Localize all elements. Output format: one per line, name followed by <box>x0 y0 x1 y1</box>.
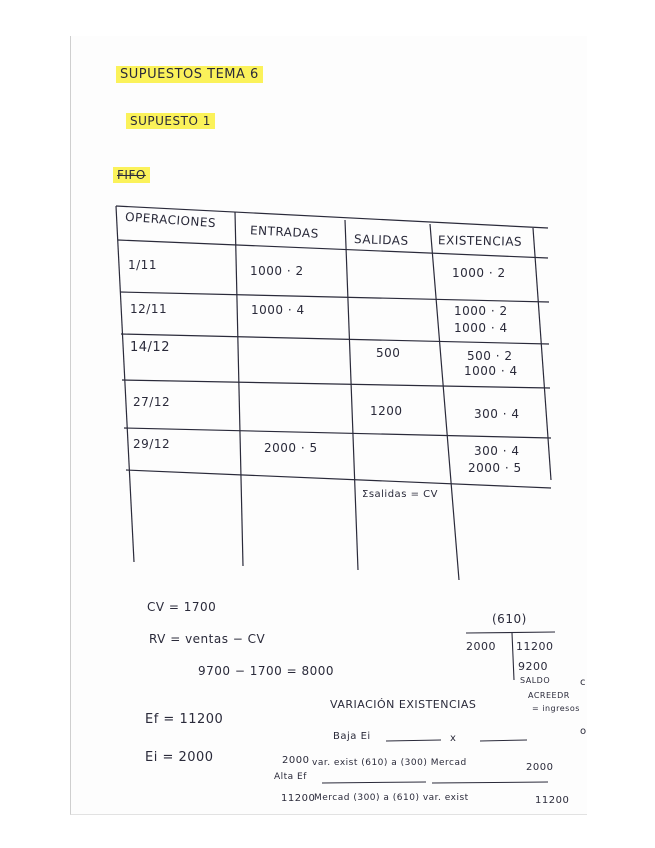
entry2-right: 11200 <box>535 795 570 806</box>
row2-entradas: 1000 · 4 <box>251 303 305 317</box>
row1-op: 1/11 <box>128 258 157 272</box>
subtitle-heading: SUPUESTO 1 <box>126 113 215 129</box>
row5-entradas: 2000 · 5 <box>264 441 318 455</box>
cv-calc: CV = 1700 <box>147 600 217 614</box>
row5-existencias-b: 2000 · 5 <box>468 461 522 475</box>
row3-op: 14/12 <box>130 340 170 355</box>
method-heading: FIFO <box>113 167 150 183</box>
row4-existencias: 300 · 4 <box>474 407 520 421</box>
row3-existencias-b: 1000 · 4 <box>464 364 518 378</box>
row5-op: 29/12 <box>133 437 171 451</box>
title-heading: SUPUESTOS TEMA 6 <box>116 66 263 83</box>
salidas-sum-note: Σsalidas = CV <box>362 489 438 500</box>
acreedor-note: ACREEDR <box>528 691 570 700</box>
row4-op: 27/12 <box>133 395 171 409</box>
baja-label: Baja Ei <box>333 731 371 742</box>
rv-formula: RV = ventas − CV <box>149 632 266 646</box>
margin-mark-2: o <box>580 726 587 737</box>
entry2-text: Mercad (300) a (610) var. exist <box>314 793 469 803</box>
row5-existencias-a: 300 · 4 <box>474 444 520 458</box>
baja-x: x <box>450 733 457 744</box>
t-account-credit2: 9200 <box>518 660 548 673</box>
header-existencias: EXISTENCIAS <box>437 233 523 249</box>
variacion-title: VARIACIÓN EXISTENCIAS <box>330 698 477 711</box>
t-account-title: (610) <box>492 612 527 626</box>
saldo-note: SALDO <box>520 676 551 685</box>
ingresos-note: = ingresos <box>532 704 580 713</box>
header-salidas: SALIDAS <box>353 232 409 248</box>
ei-value: Ei = 2000 <box>145 750 214 765</box>
header-entradas: ENTRADAS <box>249 223 320 241</box>
entry1-text: var. exist (610) a (300) Mercad <box>312 758 467 768</box>
row3-salidas: 500 <box>376 346 401 360</box>
t-account-debit: 2000 <box>466 640 496 653</box>
entry2-left: 11200 <box>281 793 316 804</box>
entry1-right: 2000 <box>526 762 554 773</box>
ef-value: Ef = 11200 <box>145 712 224 727</box>
t-account-credit: 11200 <box>516 640 554 653</box>
row2-existencias-b: 1000 · 4 <box>454 321 508 335</box>
alta-label: Alta Ef <box>274 772 307 782</box>
header-operaciones: OPERACIONES <box>124 209 217 231</box>
row2-existencias-a: 1000 · 2 <box>454 304 508 318</box>
row1-existencias: 1000 · 2 <box>452 266 506 280</box>
rv-values: 9700 − 1700 = 8000 <box>198 664 334 678</box>
row4-salidas: 1200 <box>370 404 403 418</box>
row1-entradas: 1000 · 2 <box>250 264 304 278</box>
row3-existencias-a: 500 · 2 <box>467 349 513 363</box>
margin-mark-1: c <box>580 677 586 688</box>
entry1-left: 2000 <box>282 755 310 766</box>
row2-op: 12/11 <box>130 302 168 316</box>
